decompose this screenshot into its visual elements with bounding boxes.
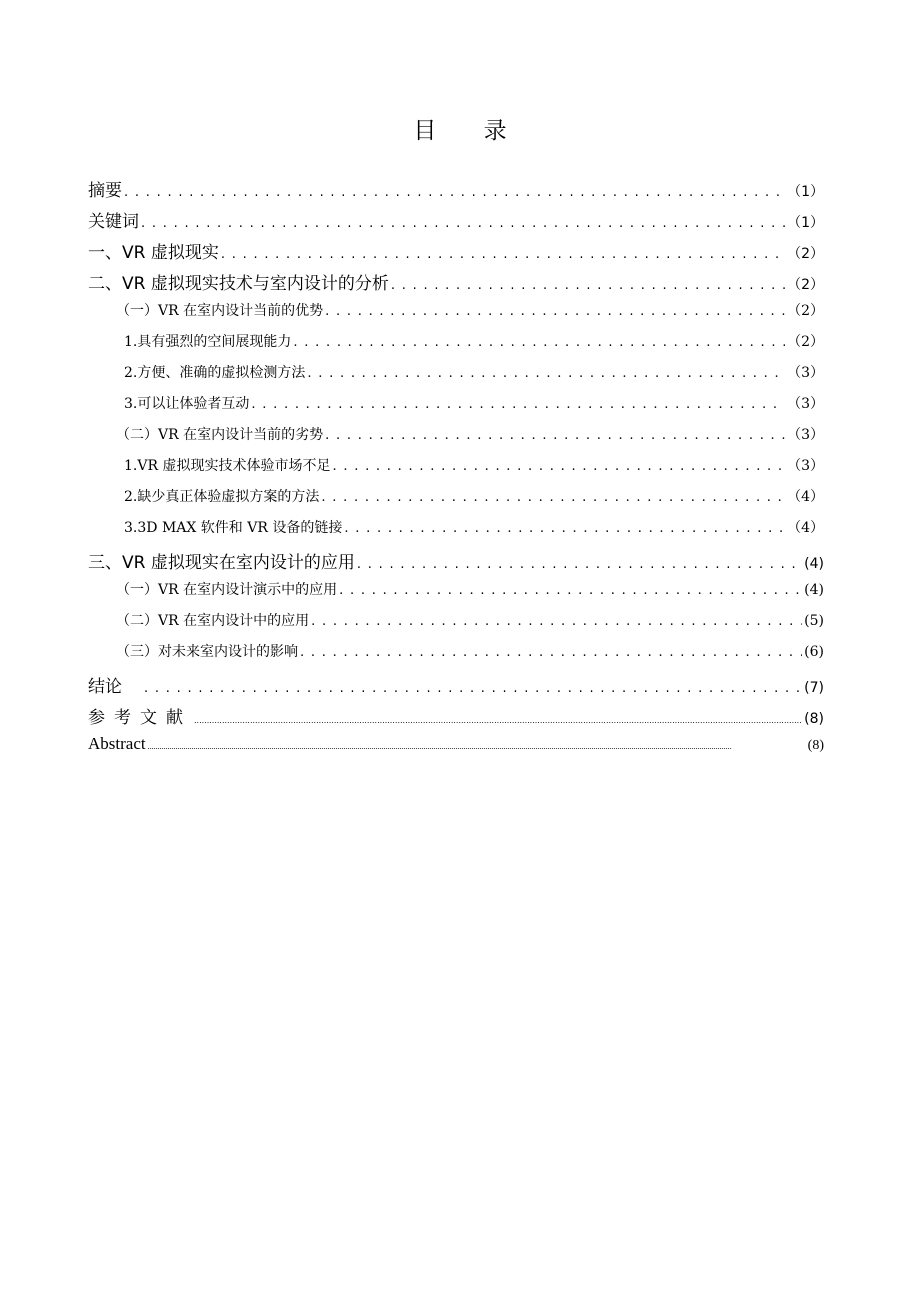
toc-entry-label: （二）VR 在室内设计当前的劣势	[116, 427, 324, 443]
toc-entry-page: (8)	[807, 738, 824, 753]
toc-entry-page: （1）	[787, 215, 824, 231]
toc-entry-abstract-en[interactable]	[88, 734, 824, 765]
dot-leader	[300, 645, 802, 660]
dot-leader	[391, 278, 785, 293]
toc-entry-references[interactable]	[88, 703, 824, 734]
toc-entry-label: 关键词	[88, 212, 139, 232]
dot-leader	[221, 247, 785, 262]
dot-leader	[357, 557, 802, 572]
toc-entry-section-3-3[interactable]	[88, 641, 824, 672]
toc-entry-section-1[interactable]	[88, 238, 824, 269]
dot-leader	[307, 366, 785, 381]
dot-leader	[148, 742, 806, 751]
toc-entry-section-2-1-3[interactable]	[88, 393, 824, 424]
toc-entry-page: (8)	[804, 711, 824, 727]
toc-entry-page: （3）	[787, 427, 824, 443]
toc-entry-page: (7)	[804, 680, 824, 696]
toc-entry-page: (4)	[804, 582, 824, 598]
toc-entry-page: （2）	[787, 246, 824, 262]
toc-entry-section-3-1[interactable]	[88, 579, 824, 610]
toc-entry-page: (5)	[804, 613, 824, 629]
toc-entry-page: （4）	[787, 520, 824, 536]
toc-entry-label: 三、VR 虚拟现实在室内设计的应用	[88, 553, 355, 573]
toc-entry-page: (4)	[804, 556, 824, 572]
toc-entry-page: （2）	[787, 277, 824, 293]
toc-entry-label: 二、VR 虚拟现实技术与室内设计的分析	[88, 274, 389, 294]
toc-entry-page: （2）	[787, 303, 824, 319]
toc-entry-section-2-2-2[interactable]	[88, 486, 824, 517]
toc-entry-section-3-2[interactable]	[88, 610, 824, 641]
toc-entry-page: （4）	[787, 489, 824, 505]
toc-entry-section-2-1[interactable]	[88, 300, 824, 331]
toc-entry-section-2-1-1[interactable]	[88, 331, 824, 362]
table-of-contents	[88, 176, 824, 765]
dot-leader	[251, 397, 785, 412]
dot-leader	[325, 428, 785, 443]
toc-entry-page: （3）	[787, 458, 824, 474]
toc-entry-page: （2）	[787, 334, 824, 350]
dot-leader	[293, 335, 785, 350]
dot-leader	[344, 521, 785, 536]
toc-entry-section-2-2[interactable]	[88, 424, 824, 455]
toc-entry-page: （3）	[787, 365, 824, 381]
toc-entry-label: （三）对未来室内设计的影响	[116, 644, 298, 660]
dot-leader	[325, 304, 785, 319]
toc-entry-section-2-2-1[interactable]	[88, 455, 824, 486]
toc-entry-section-2-2-3[interactable]	[88, 517, 824, 548]
toc-entry-section-2-1-2[interactable]	[88, 362, 824, 393]
toc-entry-label: 摘要	[88, 181, 122, 201]
dot-leader	[311, 614, 802, 629]
toc-entry-label: Abstract	[88, 734, 146, 753]
toc-entry-label: 3.可以让体验者互动	[124, 396, 250, 412]
toc-entry-label: 1.具有强烈的空间展现能力	[124, 334, 292, 350]
toc-entry-label: 参考文献	[88, 708, 192, 728]
toc-entry-page: （3）	[787, 396, 824, 412]
toc-entry-section-2[interactable]	[88, 269, 824, 300]
dot-leader	[124, 185, 785, 200]
toc-entry-label: 3.3D MAX 软件和 VR 设备的链接	[124, 520, 343, 536]
toc-entry-page: (6)	[804, 644, 824, 660]
dot-leader	[144, 681, 802, 696]
toc-entry-label: 1.VR 虚拟现实技术体验市场不足	[124, 458, 331, 474]
toc-entry-label: 一、VR 虚拟现实	[88, 243, 219, 263]
toc-entry-label: 2.方便、准确的虚拟检测方法	[124, 365, 306, 381]
toc-entry-page: （1）	[787, 184, 824, 200]
page-title: 目 录	[413, 118, 527, 144]
toc-entry-section-3[interactable]	[88, 548, 824, 579]
dot-leader	[194, 716, 802, 725]
dot-leader	[321, 490, 785, 505]
toc-entry-label: （二）VR 在室内设计中的应用	[116, 613, 310, 629]
toc-entry-label: （一）VR 在室内设计当前的优势	[116, 303, 324, 319]
toc-entry-label: （一）VR 在室内设计演示中的应用	[116, 582, 338, 598]
toc-entry-conclusion[interactable]	[88, 672, 824, 703]
dot-leader	[141, 216, 785, 231]
dot-leader	[339, 583, 802, 598]
toc-entry-label: 2.缺少真正体验虚拟方案的方法	[124, 489, 320, 505]
toc-entry-keywords[interactable]	[88, 207, 824, 238]
dot-leader	[332, 459, 785, 474]
toc-entry-abstract-cn[interactable]	[88, 176, 824, 207]
toc-entry-label: 结论	[88, 677, 122, 697]
